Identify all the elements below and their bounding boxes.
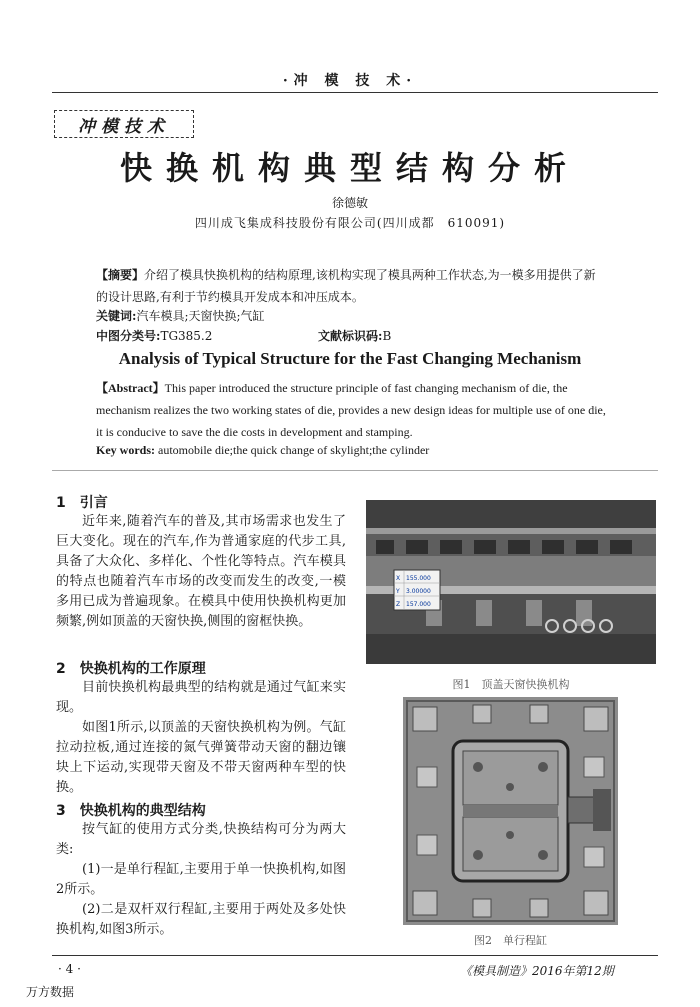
readout-x-mark: X xyxy=(396,575,401,582)
readout-x: 155.000 xyxy=(406,575,431,582)
abstract-en-label: 【Abstract】 xyxy=(96,381,165,395)
section-1-body xyxy=(56,512,346,632)
doc-id-value: B xyxy=(382,329,392,343)
abstract-cn-text: 介绍了模具快换机构的结构原理,该机构实现了模具两种工作状态,为一模多用提供了新的设计思路,有利于节约模具开发成本和冲压成本。 xyxy=(96,268,596,304)
readout-y-mark: Y xyxy=(396,588,400,595)
keywords-cn-text: 汽车模具;天窗快换;气缸 xyxy=(136,309,265,323)
doc-id-label: 文献标识码: xyxy=(318,329,383,343)
readout-y: 3.00000 xyxy=(406,588,431,595)
keywords-cn-label: 关键词: xyxy=(96,309,137,323)
figure-1-image xyxy=(366,500,656,664)
keywords-en xyxy=(96,443,611,458)
figure-2-image xyxy=(403,697,618,925)
keywords-en-text: automobile die;the quick change of skylight;the cylinder xyxy=(158,443,430,457)
section-3-para-2: (1)一是单行程缸,主要用于单一快换机构,如图2所示。 xyxy=(56,862,346,897)
header-rule xyxy=(52,92,658,93)
section-2-para-1: 目前快换机构最典型的结构就是通过气缸来实现。 xyxy=(56,680,346,715)
section-1-para-1: 近年来,随着汽车的普及,其市场需求也发生了巨大变化。现在的汽车,作为普通家庭的代步工具,具备了大众化、多样化、个性化等特点。汽车模具的特点也随着汽车市场的改变而发生的改变,一模多用已成为普遍现象。在模具中使用快换机构更加频繁,例如顶盖的天窗快换,侧围的窗框快换。 xyxy=(56,514,346,629)
classification-line xyxy=(96,327,600,344)
section-3-body xyxy=(56,820,346,940)
section-2-body xyxy=(56,678,346,798)
section-header: ·冲 模 技 术· xyxy=(282,73,418,89)
figure-1-caption: 图1 顶盖天窗快换机构 xyxy=(452,678,570,691)
section-3-heading: 3 快换机构的典型结构 xyxy=(56,803,206,819)
classification-value: TG385.2 xyxy=(160,329,213,343)
abstract-en xyxy=(96,377,611,443)
keywords-en-label: Key words: xyxy=(96,443,155,457)
classification-label: 中图分类号: xyxy=(96,329,161,343)
abstract-en-text: This paper introduced the structure principle of fast changing mechanism of die, the mechanism realizes the two working states of die, provides a new design ideas for multiple use of one die, it is conducive to save the die costs in development and stamping. xyxy=(96,381,606,439)
title-cn: 快换机构典型结构分析 xyxy=(119,149,580,187)
section-3-para-3: (2)二是双杆双行程缸,主要用于两处及多处快换机构,如图3所示。 xyxy=(56,902,346,937)
figure-2-drawing xyxy=(403,697,618,925)
divider xyxy=(52,470,658,471)
figure-1-drawing xyxy=(366,500,656,664)
title-en: Analysis of Typical Structure for the Fast Changing Mechanism xyxy=(118,349,582,368)
section-3-para-1: 按气缸的使用方式分类,快换结构可分为两大类: xyxy=(56,822,346,857)
abstract-cn-label: 【摘要】 xyxy=(96,268,145,282)
author: 徐德敏 xyxy=(331,196,368,210)
section-2-para-2: 如图1所示,以顶盖的天窗快换机构为例。气缸拉动拉板,通过连接的氮气弹簧带动天窗的翻边镶块上下运动,实现带天窗及不带天窗两种车型的快换。 xyxy=(56,720,346,795)
watermark: 万方数据 xyxy=(26,985,75,999)
section-1-heading: 1 引言 xyxy=(56,495,108,511)
abstract-cn xyxy=(96,264,600,308)
section-2-heading: 2 快换机构的工作原理 xyxy=(56,661,206,677)
readout-z: 157.000 xyxy=(406,601,431,608)
keywords-cn xyxy=(96,307,600,324)
section-tag: 冲模技术 xyxy=(54,110,194,138)
readout-z-mark: Z xyxy=(396,601,401,608)
figure-2-caption: 图2 单行程缸 xyxy=(474,934,547,947)
footer-rule xyxy=(52,955,658,956)
page-number: · 4 · xyxy=(58,962,81,976)
affiliation: 四川成飞集成科技股份有限公司(四川成都 610091) xyxy=(194,216,506,230)
journal-info: 《模具制造》2016年第12期 xyxy=(460,964,614,978)
doc-id xyxy=(318,327,391,344)
